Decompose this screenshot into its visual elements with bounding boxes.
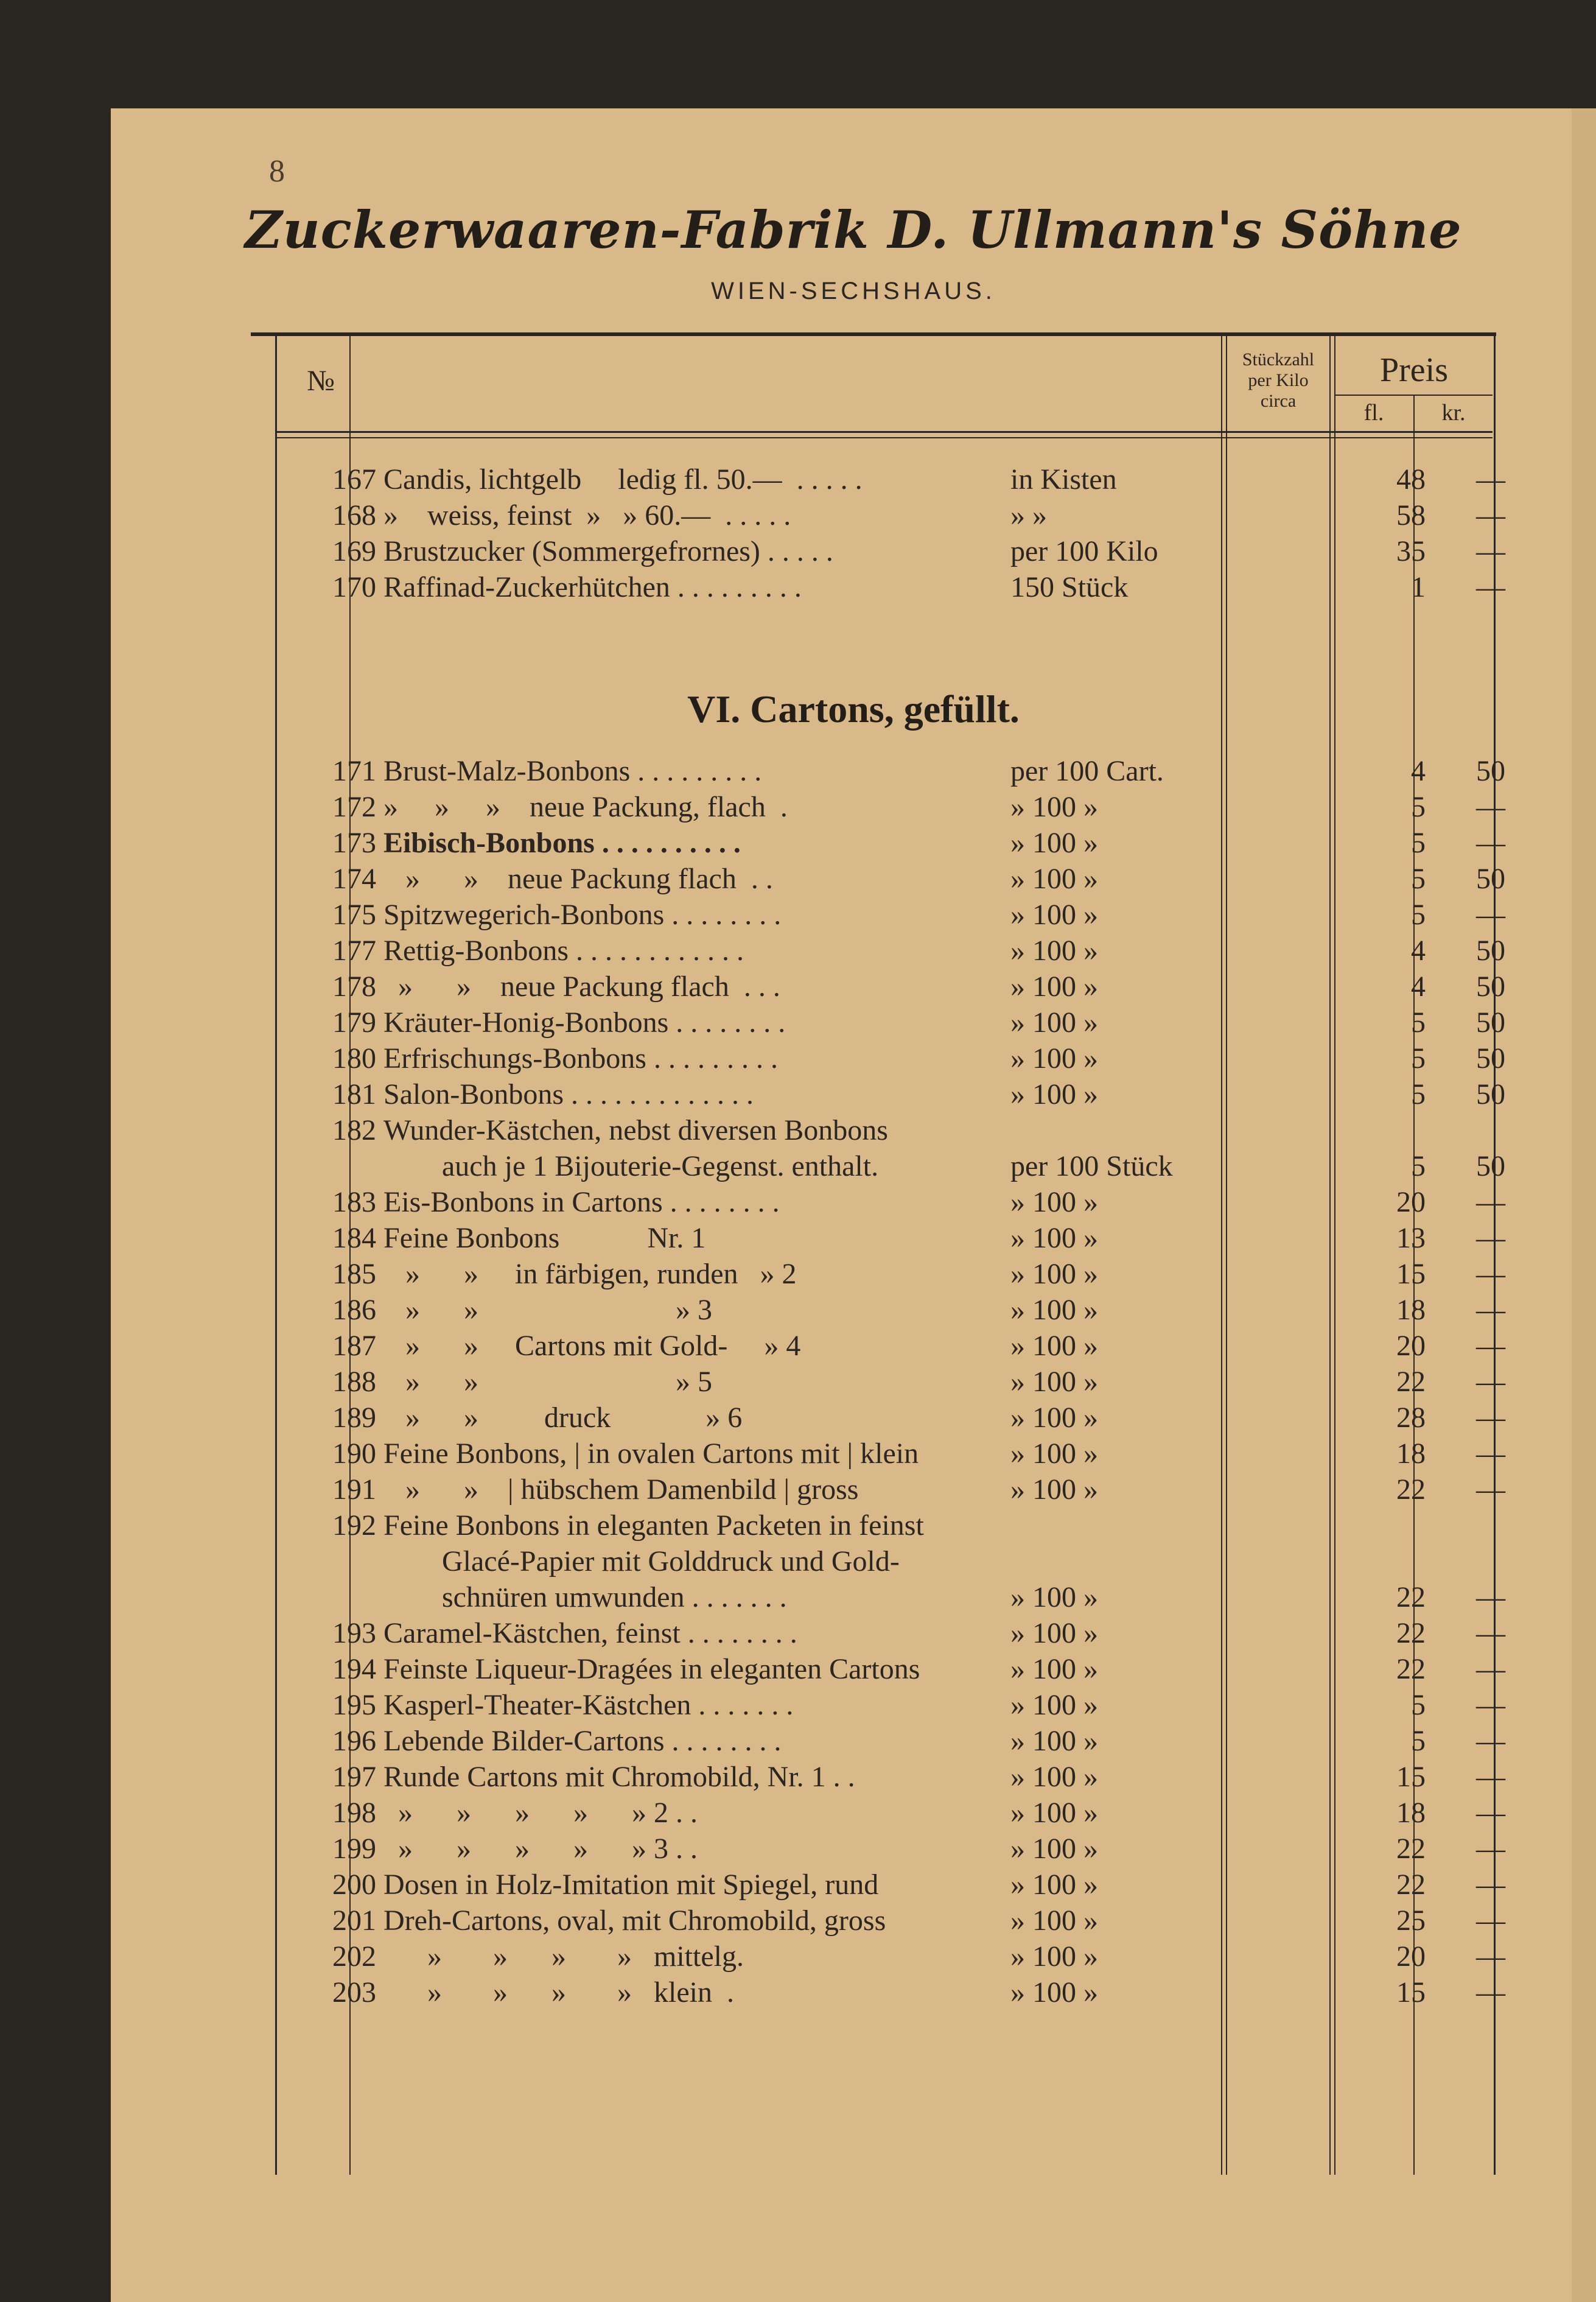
item-unit: » 100 » — [1010, 1366, 1098, 1398]
item-description: Salon-Bonbons . . . . . . . . . . . . . — [383, 1078, 754, 1111]
price-kr: — — [1476, 1761, 1505, 1793]
item-unit: » 100 » — [1010, 1797, 1098, 1829]
price-fl: 20 — [1396, 1940, 1426, 1973]
item-number: 182 — [332, 1114, 376, 1146]
item-number: 202 — [332, 1940, 376, 1973]
table-row — [111, 1760, 1596, 1795]
item-number: 201 — [332, 1904, 376, 1937]
table-row — [111, 1904, 1596, 1939]
item-unit: » 100 » — [1010, 1330, 1098, 1362]
table-row — [111, 1976, 1596, 2011]
price-kr: — — [1476, 1258, 1505, 1290]
price-kr: — — [1476, 463, 1505, 496]
table-row — [111, 1293, 1596, 1328]
item-unit: in Kisten — [1010, 463, 1117, 496]
price-fl: 22 — [1396, 1653, 1426, 1685]
item-unit: » 100 » — [1010, 1186, 1098, 1218]
item-unit: » 100 » — [1010, 863, 1098, 895]
item-unit: » 100 » — [1010, 1761, 1098, 1793]
item-unit: per 100 Cart. — [1010, 755, 1164, 787]
price-kr: — — [1476, 1940, 1505, 1973]
price-kr: — — [1476, 1437, 1505, 1470]
item-description: » » » 3 — [383, 1294, 712, 1326]
item-description: Wunder-Kästchen, nebst diversen Bonbons — [383, 1114, 888, 1146]
price-kr: — — [1476, 1581, 1505, 1613]
table-row — [111, 1581, 1596, 1616]
item-unit: » 100 » — [1010, 791, 1098, 823]
price-fl: 18 — [1396, 1797, 1426, 1829]
table-row — [111, 499, 1596, 534]
price-kr: 50 — [1476, 970, 1505, 1003]
item-number: 180 — [332, 1042, 376, 1075]
table-row — [111, 1868, 1596, 1903]
item-unit: » 100 » — [1010, 899, 1098, 931]
item-description: » » » » » 3 . . — [383, 1833, 698, 1865]
item-description: Brustzucker (Sommergefrornes) . . . . . — [383, 535, 833, 567]
price-fl: 22 — [1396, 1833, 1426, 1865]
table-row — [111, 1114, 1596, 1149]
item-description: Spitzwegerich-Bonbons . . . . . . . . — [383, 899, 782, 931]
price-fl: 5 — [1411, 1725, 1426, 1757]
item-unit: » 100 » — [1010, 1042, 1098, 1075]
item-number: 172 — [332, 791, 376, 823]
price-kr: — — [1476, 1366, 1505, 1398]
price-fl: 1 — [1411, 571, 1426, 603]
item-number: 200 — [332, 1869, 376, 1901]
item-description: auch je 1 Bijouterie-Gegenst. enthalt. — [383, 1150, 879, 1182]
price-kr: — — [1476, 1689, 1505, 1721]
price-kr: 50 — [1476, 1006, 1505, 1039]
price-fl: 18 — [1396, 1437, 1426, 1470]
price-kr: — — [1476, 1294, 1505, 1326]
price-kr: — — [1476, 1473, 1505, 1506]
item-unit: » 100 » — [1010, 1869, 1098, 1901]
column-header-rule — [275, 431, 1493, 433]
price-fl: 35 — [1396, 535, 1426, 567]
price-kr: — — [1476, 1725, 1505, 1757]
item-description: Caramel-Kästchen, feinst . . . . . . . . — [383, 1617, 797, 1649]
table-row — [111, 1365, 1596, 1400]
item-number: 171 — [332, 755, 376, 787]
price-kr: — — [1476, 791, 1505, 823]
item-description: Kräuter-Honig-Bonbons . . . . . . . . — [383, 1006, 786, 1039]
table-row — [111, 1401, 1596, 1436]
item-number: 192 — [332, 1509, 376, 1542]
table-row — [111, 934, 1596, 969]
price-kr: — — [1476, 499, 1505, 532]
table-row — [111, 1688, 1596, 1724]
table-row — [111, 1257, 1596, 1293]
price-kr: — — [1476, 1330, 1505, 1362]
item-number: 174 — [332, 863, 376, 895]
table-row — [111, 898, 1596, 933]
price-kr: — — [1476, 1976, 1505, 2009]
item-number: 194 — [332, 1653, 376, 1685]
column-header-rule-2 — [275, 437, 1493, 438]
table-row — [111, 1149, 1596, 1185]
item-description: » » » » klein . — [383, 1976, 734, 2009]
item-unit: » 100 » — [1010, 1581, 1098, 1613]
price-kr: 50 — [1476, 755, 1505, 787]
price-fl: 48 — [1396, 463, 1426, 496]
table-row — [111, 1832, 1596, 1867]
item-number: 198 — [332, 1797, 376, 1829]
price-fl: 4 — [1411, 970, 1426, 1003]
table-row — [111, 1652, 1596, 1688]
item-description: Dreh-Cartons, oval, mit Chromobild, gross — [383, 1904, 886, 1937]
item-description: Rettig-Bonbons . . . . . . . . . . . . — [383, 935, 744, 967]
price-fl: 5 — [1411, 791, 1426, 823]
price-fl: 18 — [1396, 1294, 1426, 1326]
item-description: » weiss, feinst » » 60.— . . . . . — [383, 499, 791, 532]
item-description: Feine Bonbons, | in ovalen Cartons mit | klein — [383, 1437, 919, 1470]
item-description: » » Cartons mit Gold- » 4 — [383, 1330, 801, 1362]
price-fl: 22 — [1396, 1617, 1426, 1649]
price-kr: 50 — [1476, 1078, 1505, 1111]
price-fl: 28 — [1396, 1402, 1426, 1434]
item-description: Eis-Bonbons in Cartons . . . . . . . . — [383, 1186, 780, 1218]
price-fl: 5 — [1411, 863, 1426, 895]
item-unit: » 100 » — [1010, 1402, 1098, 1434]
table-row — [111, 790, 1596, 826]
price-kr: — — [1476, 1222, 1505, 1254]
item-number: 191 — [332, 1473, 376, 1506]
item-description: » » » » mittelg. — [383, 1940, 744, 1973]
item-number: 193 — [332, 1617, 376, 1649]
item-unit: » 100 » — [1010, 1294, 1098, 1326]
item-number: 190 — [332, 1437, 376, 1470]
item-number: 185 — [332, 1258, 376, 1290]
item-unit: » 100 » — [1010, 1833, 1098, 1865]
item-unit: » 100 » — [1010, 935, 1098, 967]
kr-column-header: kr. — [1441, 400, 1466, 426]
price-fl: 4 — [1411, 755, 1426, 787]
price-kr: 50 — [1476, 863, 1505, 895]
item-unit: » 100 » — [1010, 1437, 1098, 1470]
header-rule — [251, 332, 1496, 336]
price-fl: 58 — [1396, 499, 1426, 532]
price-column-header: Preis — [1380, 351, 1448, 389]
table-row — [111, 1437, 1596, 1472]
item-description: Eibisch-Bonbons . . . . . . . . . . — [383, 827, 741, 859]
table-row — [111, 1185, 1596, 1221]
item-description: » » neue Packung flach . . — [383, 863, 773, 895]
item-description: » » druck » 6 — [383, 1402, 743, 1434]
item-description: Brust-Malz-Bonbons . . . . . . . . . — [383, 755, 762, 787]
item-description: » » in färbigen, runden » 2 — [383, 1258, 797, 1290]
item-description: Glacé-Papier mit Golddruck und Gold- — [383, 1545, 900, 1577]
item-number: 170 — [332, 571, 376, 603]
price-fl: 22 — [1396, 1869, 1426, 1901]
price-fl: 22 — [1396, 1473, 1426, 1506]
item-description: » » » neue Packung, flach . — [383, 791, 788, 823]
table-row — [111, 862, 1596, 897]
table-row — [111, 826, 1596, 861]
item-description: » » » 5 — [383, 1366, 712, 1398]
price-kr: — — [1476, 1402, 1505, 1434]
table-row — [111, 1006, 1596, 1041]
table-row — [111, 570, 1596, 606]
item-number: 181 — [332, 1078, 376, 1111]
table-row — [111, 1796, 1596, 1831]
item-number: 189 — [332, 1402, 376, 1434]
item-description: Dosen in Holz-Imitation mit Spiegel, rund — [383, 1869, 879, 1901]
item-unit: per 100 Stück — [1010, 1150, 1173, 1182]
item-number: 197 — [332, 1761, 376, 1793]
table-row — [111, 1509, 1596, 1544]
item-unit: » 100 » — [1010, 1976, 1098, 2009]
price-kr: — — [1476, 571, 1505, 603]
item-unit: » 100 » — [1010, 1222, 1098, 1254]
price-kr: — — [1476, 1653, 1505, 1685]
price-fl: 5 — [1411, 1042, 1426, 1075]
item-description: Feinste Liqueur-Dragées in eleganten Cartons — [383, 1653, 920, 1685]
item-unit: per 100 Kilo — [1010, 535, 1158, 567]
number-column-header: № — [307, 365, 335, 397]
table-row — [111, 1221, 1596, 1257]
price-kr: 50 — [1476, 1150, 1505, 1182]
page-subtitle: WIEN-SECHSHAUS. — [711, 278, 996, 304]
fl-column-header: fl. — [1363, 400, 1384, 426]
item-number: 199 — [332, 1833, 376, 1865]
item-description: Kasperl-Theater-Kästchen . . . . . . . — [383, 1689, 794, 1721]
item-unit: » 100 » — [1010, 1078, 1098, 1111]
item-unit: » 100 » — [1010, 1725, 1098, 1757]
item-number: 179 — [332, 1006, 376, 1039]
count-column-header: Stückzahl per Kilo circa — [1242, 349, 1315, 411]
page-title: Zuckerwaaren-Fabrik D. Ullmann's Söhne — [245, 200, 1462, 260]
price-fl: 15 — [1396, 1761, 1426, 1793]
price-kr: — — [1476, 1904, 1505, 1937]
price-kr: 50 — [1476, 935, 1505, 967]
item-unit: » 100 » — [1010, 1258, 1098, 1290]
item-number: 173 — [332, 827, 376, 859]
price-fl: 22 — [1396, 1366, 1426, 1398]
item-description: Lebende Bilder-Cartons . . . . . . . . — [383, 1725, 782, 1757]
item-description: Feine Bonbons in eleganten Packeten in feinst — [383, 1509, 924, 1542]
price-fl: 5 — [1411, 1078, 1426, 1111]
item-description: schnüren umwunden . . . . . . . — [383, 1581, 787, 1613]
catalog-page — [111, 108, 1596, 2302]
item-description: Runde Cartons mit Chromobild, Nr. 1 . . — [383, 1761, 855, 1793]
item-unit: 150 Stück — [1010, 571, 1129, 603]
price-fl: 5 — [1411, 1006, 1426, 1039]
section-title: VI. Cartons, gefüllt. — [687, 687, 1020, 731]
table-row — [111, 1042, 1596, 1077]
item-description: Feine Bonbons Nr. 1 — [383, 1222, 706, 1254]
table-row — [111, 970, 1596, 1005]
item-description: Erfrischungs-Bonbons . . . . . . . . . — [383, 1042, 778, 1075]
price-fl: 5 — [1411, 827, 1426, 859]
price-fl: 5 — [1411, 1150, 1426, 1182]
table-row — [111, 1940, 1596, 1975]
price-kr: — — [1476, 535, 1505, 567]
page-number: 8 — [269, 154, 285, 189]
item-number: 169 — [332, 535, 376, 567]
item-number: 186 — [332, 1294, 376, 1326]
item-unit: » 100 » — [1010, 1653, 1098, 1685]
item-number: 188 — [332, 1366, 376, 1398]
price-fl: 13 — [1396, 1222, 1426, 1254]
table-row — [111, 1616, 1596, 1652]
price-kr: — — [1476, 1617, 1505, 1649]
table-row — [111, 1724, 1596, 1760]
price-fl: 20 — [1396, 1330, 1426, 1362]
price-kr: — — [1476, 1869, 1505, 1901]
price-fl: 15 — [1396, 1258, 1426, 1290]
item-number: 195 — [332, 1689, 376, 1721]
price-fl: 22 — [1396, 1581, 1426, 1613]
table-row — [111, 1473, 1596, 1508]
item-unit: » 100 » — [1010, 1473, 1098, 1506]
price-kr: — — [1476, 1833, 1505, 1865]
price-kr: — — [1476, 1186, 1505, 1218]
item-description: » » neue Packung flach . . . — [383, 970, 780, 1003]
item-unit: » 100 » — [1010, 827, 1098, 859]
item-number: 167 — [332, 463, 376, 496]
table-row — [111, 754, 1596, 790]
table-row — [111, 1545, 1596, 1580]
item-number: 168 — [332, 499, 376, 532]
item-number: 187 — [332, 1330, 376, 1362]
price-fl: 20 — [1396, 1186, 1426, 1218]
table-row — [111, 1078, 1596, 1113]
item-number: 175 — [332, 899, 376, 931]
price-fl: 5 — [1411, 899, 1426, 931]
price-fl: 5 — [1411, 1689, 1426, 1721]
item-number: 184 — [332, 1222, 376, 1254]
item-unit: » 100 » — [1010, 1689, 1098, 1721]
item-unit: » 100 » — [1010, 1904, 1098, 1937]
table-row — [111, 1329, 1596, 1364]
item-description: Candis, lichtgelb ledig fl. 50.— . . . . . — [383, 463, 863, 496]
item-unit: » 100 » — [1010, 1940, 1098, 1973]
item-unit: » 100 » — [1010, 1617, 1098, 1649]
price-fl: 4 — [1411, 935, 1426, 967]
item-unit: » 100 » — [1010, 1006, 1098, 1039]
price-kr: 50 — [1476, 1042, 1505, 1075]
item-unit: » 100 » — [1010, 970, 1098, 1003]
table-row — [111, 463, 1596, 498]
item-number: 196 — [332, 1725, 376, 1757]
item-number: 203 — [332, 1976, 376, 2009]
item-number: 183 — [332, 1186, 376, 1218]
item-description: » » | hübschem Damenbild | gross — [383, 1473, 859, 1506]
price-kr: — — [1476, 1797, 1505, 1829]
price-kr: — — [1476, 827, 1505, 859]
item-description: » » » » » 2 . . — [383, 1797, 698, 1829]
price-fl: 25 — [1396, 1904, 1426, 1937]
price-fl: 15 — [1396, 1976, 1426, 2009]
price-kr: — — [1476, 899, 1505, 931]
item-description: Raffinad-Zuckerhütchen . . . . . . . . . — [383, 571, 802, 603]
item-unit: » » — [1010, 499, 1047, 532]
table-row — [111, 535, 1596, 570]
item-number: 178 — [332, 970, 376, 1003]
item-number: 177 — [332, 935, 376, 967]
